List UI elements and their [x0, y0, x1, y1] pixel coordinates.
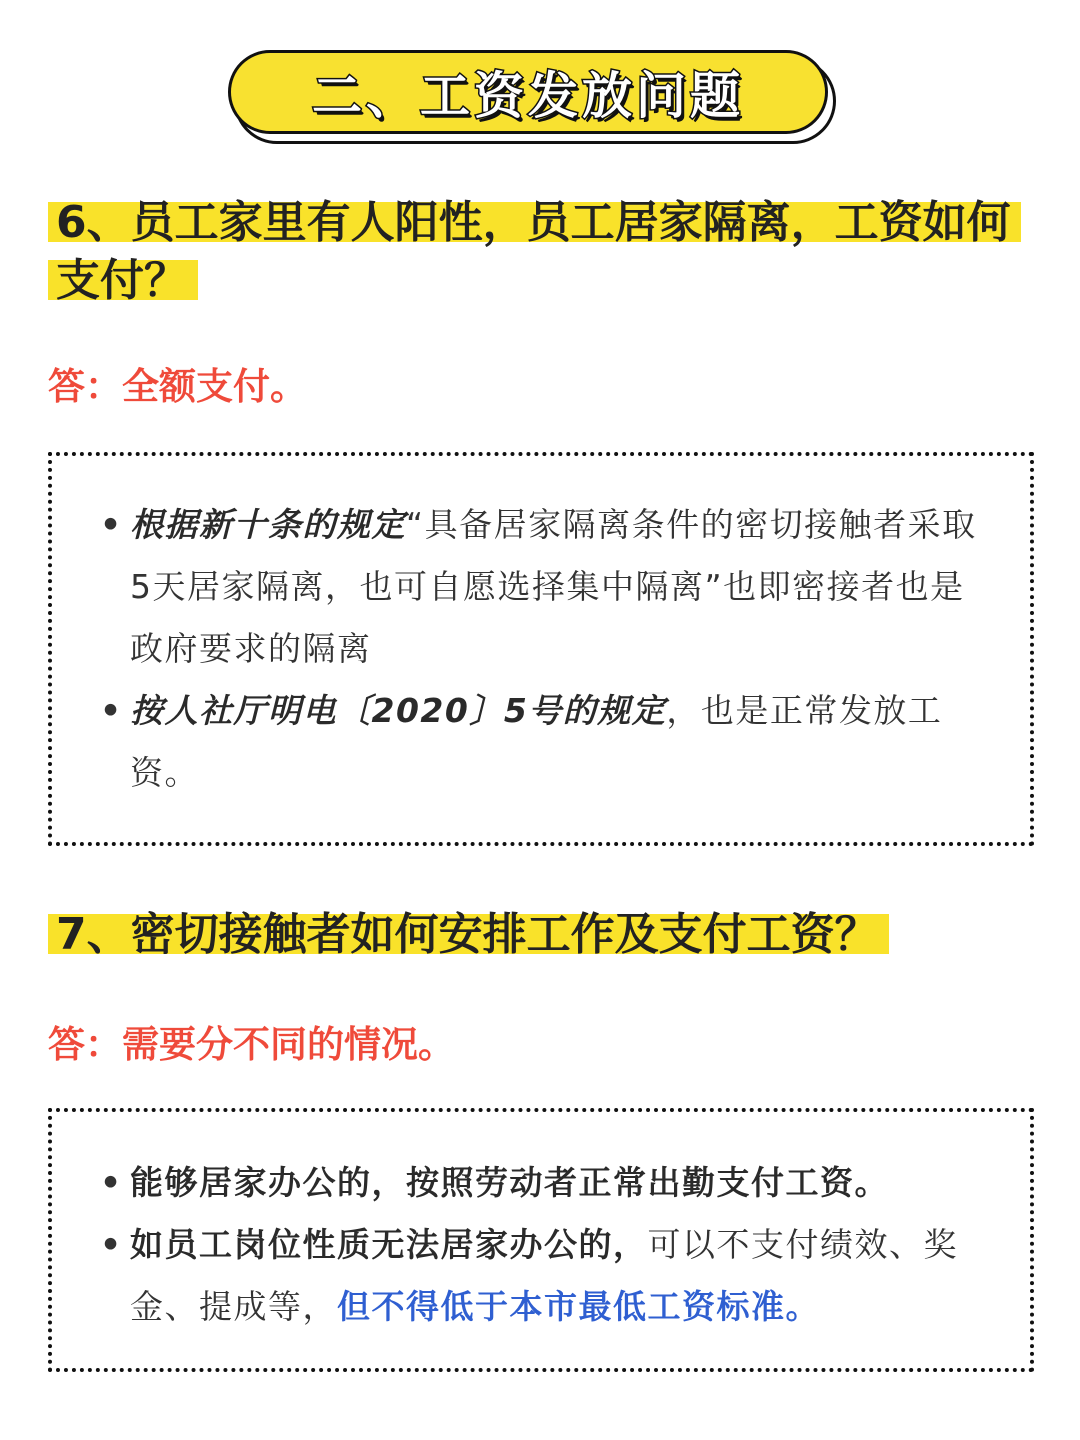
- explanation-box-7: [48, 1108, 1034, 1372]
- question-6-text: 6、员工家里有人阳性，员工居家隔离，工资如何支付？: [48, 197, 1021, 306]
- list-item: [52, 680, 1030, 804]
- list-item: [52, 1152, 1030, 1214]
- bullet-text: ，也是正常发放工资。: [130, 691, 943, 792]
- section-title: 二、工资发放问题: [312, 67, 744, 125]
- bullet-emphasis: 能够居家办公的，按照劳动者正常出勤支付工资。: [130, 1163, 889, 1202]
- bullet-text: 可以不支付绩效、奖金、提成等，: [130, 1225, 958, 1326]
- list-item: [52, 1214, 1030, 1338]
- title-pill: [228, 50, 828, 134]
- answer-6: 答：全额支付。: [48, 365, 307, 408]
- bullet-dot: •: [100, 1225, 123, 1264]
- question-7-text: 7、密切接触者如何安排工作及支付工资？: [48, 909, 889, 960]
- answer-7: 答：需要分不同的情况。: [48, 1023, 455, 1066]
- bullet-dot: •: [100, 691, 123, 730]
- question-6: [48, 194, 1038, 310]
- bullet-emphasis: 如员工岗位性质无法居家办公的，: [130, 1225, 648, 1264]
- bullet-dot: •: [100, 1163, 123, 1202]
- explanation-box-6: [48, 452, 1034, 846]
- list-item: [52, 494, 1030, 680]
- bullet-text: “具备居家隔离条件的密切接触者采取5天居家隔离，也可自愿选择集中隔离”也即密接者也是政府要求的隔离: [130, 505, 977, 668]
- section-title-banner: [228, 50, 836, 144]
- bullet-dot: •: [100, 505, 123, 544]
- bullet-highlight: 但不得低于本市最低工资标准。: [337, 1287, 820, 1326]
- bullet-emphasis: 按人社厅明电〔2020〕5号的规定: [130, 691, 667, 730]
- question-7: [48, 906, 1038, 964]
- bullet-emphasis: 根据新十条的规定: [130, 505, 406, 544]
